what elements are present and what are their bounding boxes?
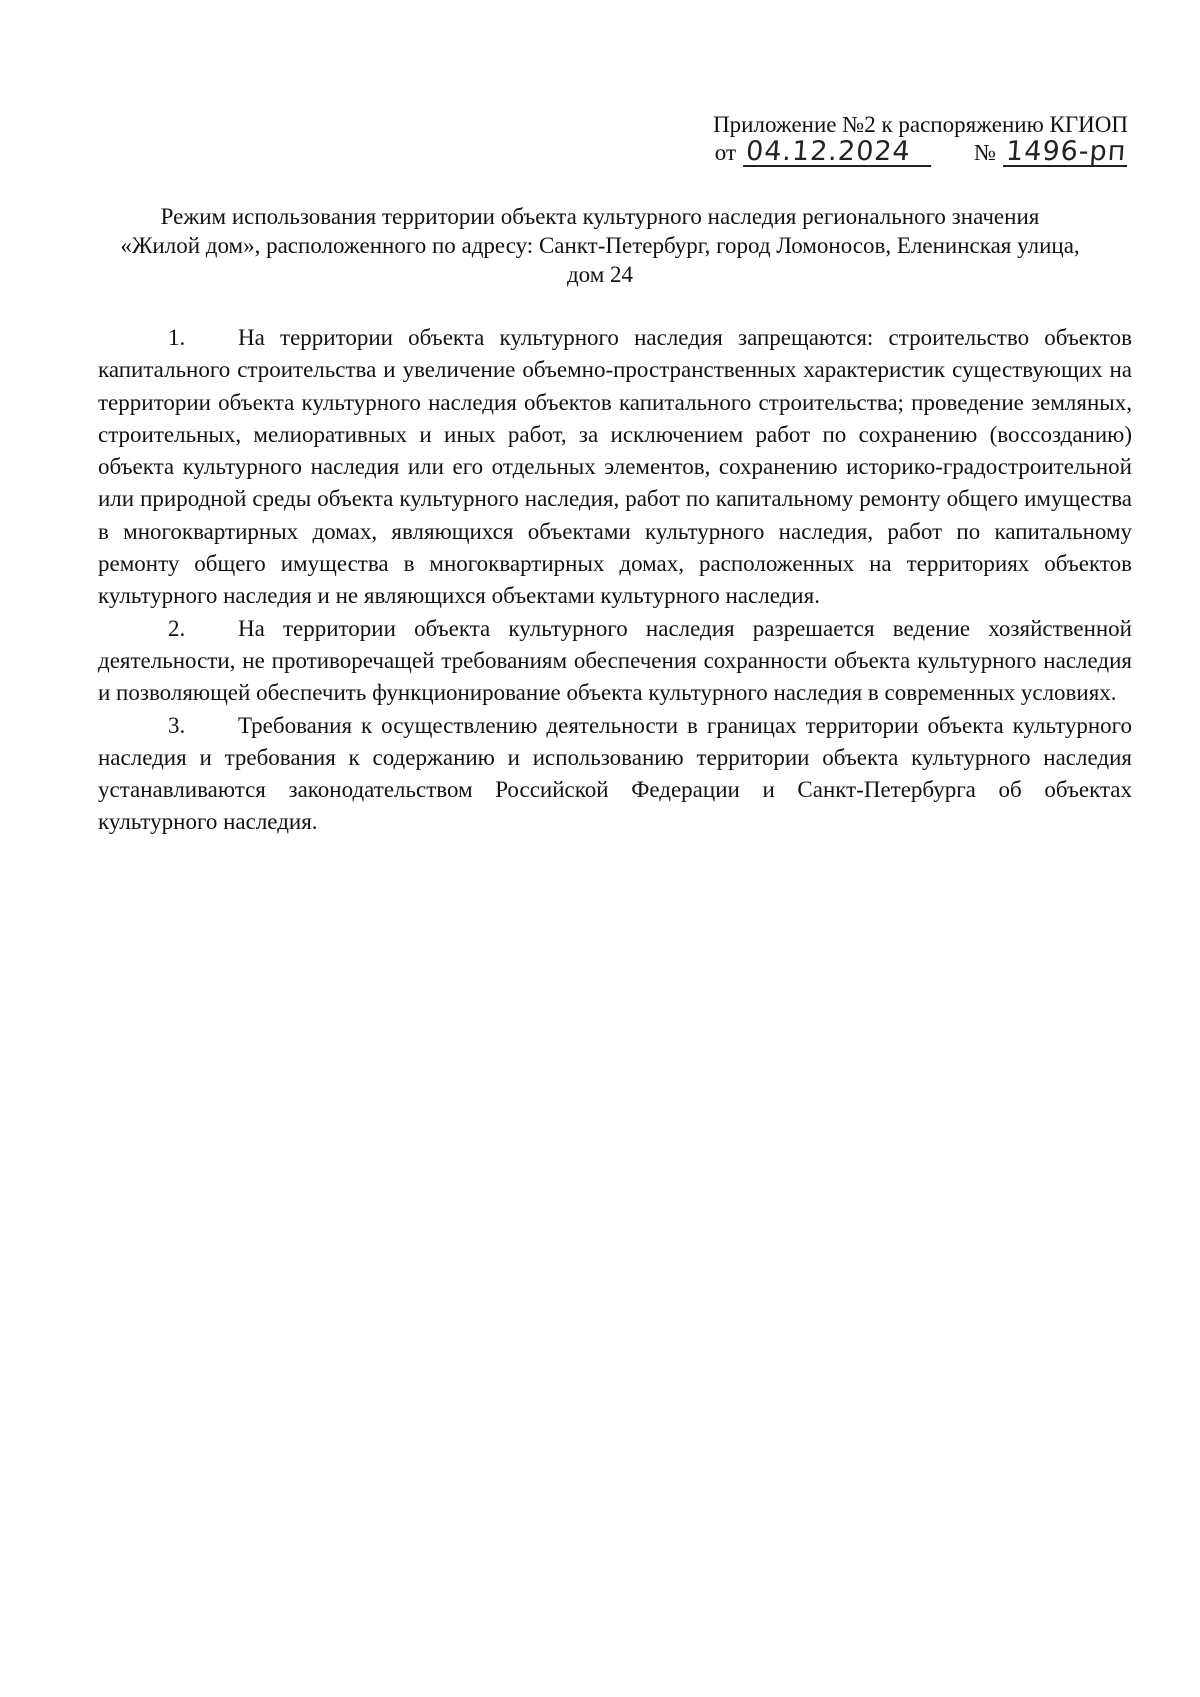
title-line-2: «Жилой дом», расположенного по адресу: Санкт-Петербург, город Ломоносов, Еленинская улица, [120,233,1080,258]
paragraph-text: На территории объекта культурного наследия разрешается ведение хозяйственной деятельности, не противоречащей требованиям обеспечения сохранности объекта культурного наследия и позволяющей обеспечить функционирование объекта культурного наследия в современных условиях. [98,615,1132,706]
paragraph-number: 3. [168,712,186,738]
paragraph-number: 2. [168,615,186,641]
paragraph-1 [98,322,1132,613]
paragraph-2 [98,613,1132,710]
date-prefix: от [714,140,737,165]
number-prefix: № [974,140,996,165]
handwritten-number: 1496-рп [1005,136,1128,167]
appendix-date-number-line [658,138,1128,168]
appendix-reference [658,110,1128,168]
appendix-title: Приложение №2 к распоряжению КГИОП [713,112,1128,137]
paragraph-3 [98,710,1132,839]
title-line-1: Режим использования территории объекта культурного наследия регионального значения [160,204,1040,229]
document-title [92,202,1108,289]
document-body [98,322,1132,839]
paragraph-text: Требования к осуществлению деятельности в границах территории объекта культурного наследия и требования к содержанию и использованию территории объекта культурного наследия устанавливаются законодательством Российской Федерации и Санкт-Петербурга об объектах культурного наследия. [98,712,1132,835]
handwritten-date: 04.12.2024 [743,139,933,167]
title-line-3: дом 24 [566,262,634,287]
paragraph-number: 1. [168,325,186,350]
paragraph-text: На территории объекта культурного наследия запрещаются: строительство объектов капитального строительства и увеличение объемно-пространственных характеристик существующих на территории объекта культурного наследия объектов капитального строительства; проведение земляных, строительных, мелиоративных и иных работ, за исключением работ по сохранению (воссозданию) объекта культурного наследия или его отдельных элементов, сохранению историко-градостроительной или природной среды объекта культурного наследия, работ по капитальному ремонту общего имущества в многоквартирных домах, являющихся объектами культурного наследия, работ по капитальному ремонту общего имущества в многоквартирных домах, расположенных на территориях объектов культурного наследия и не являющихся объектами культурного наследия. [98,325,1132,609]
